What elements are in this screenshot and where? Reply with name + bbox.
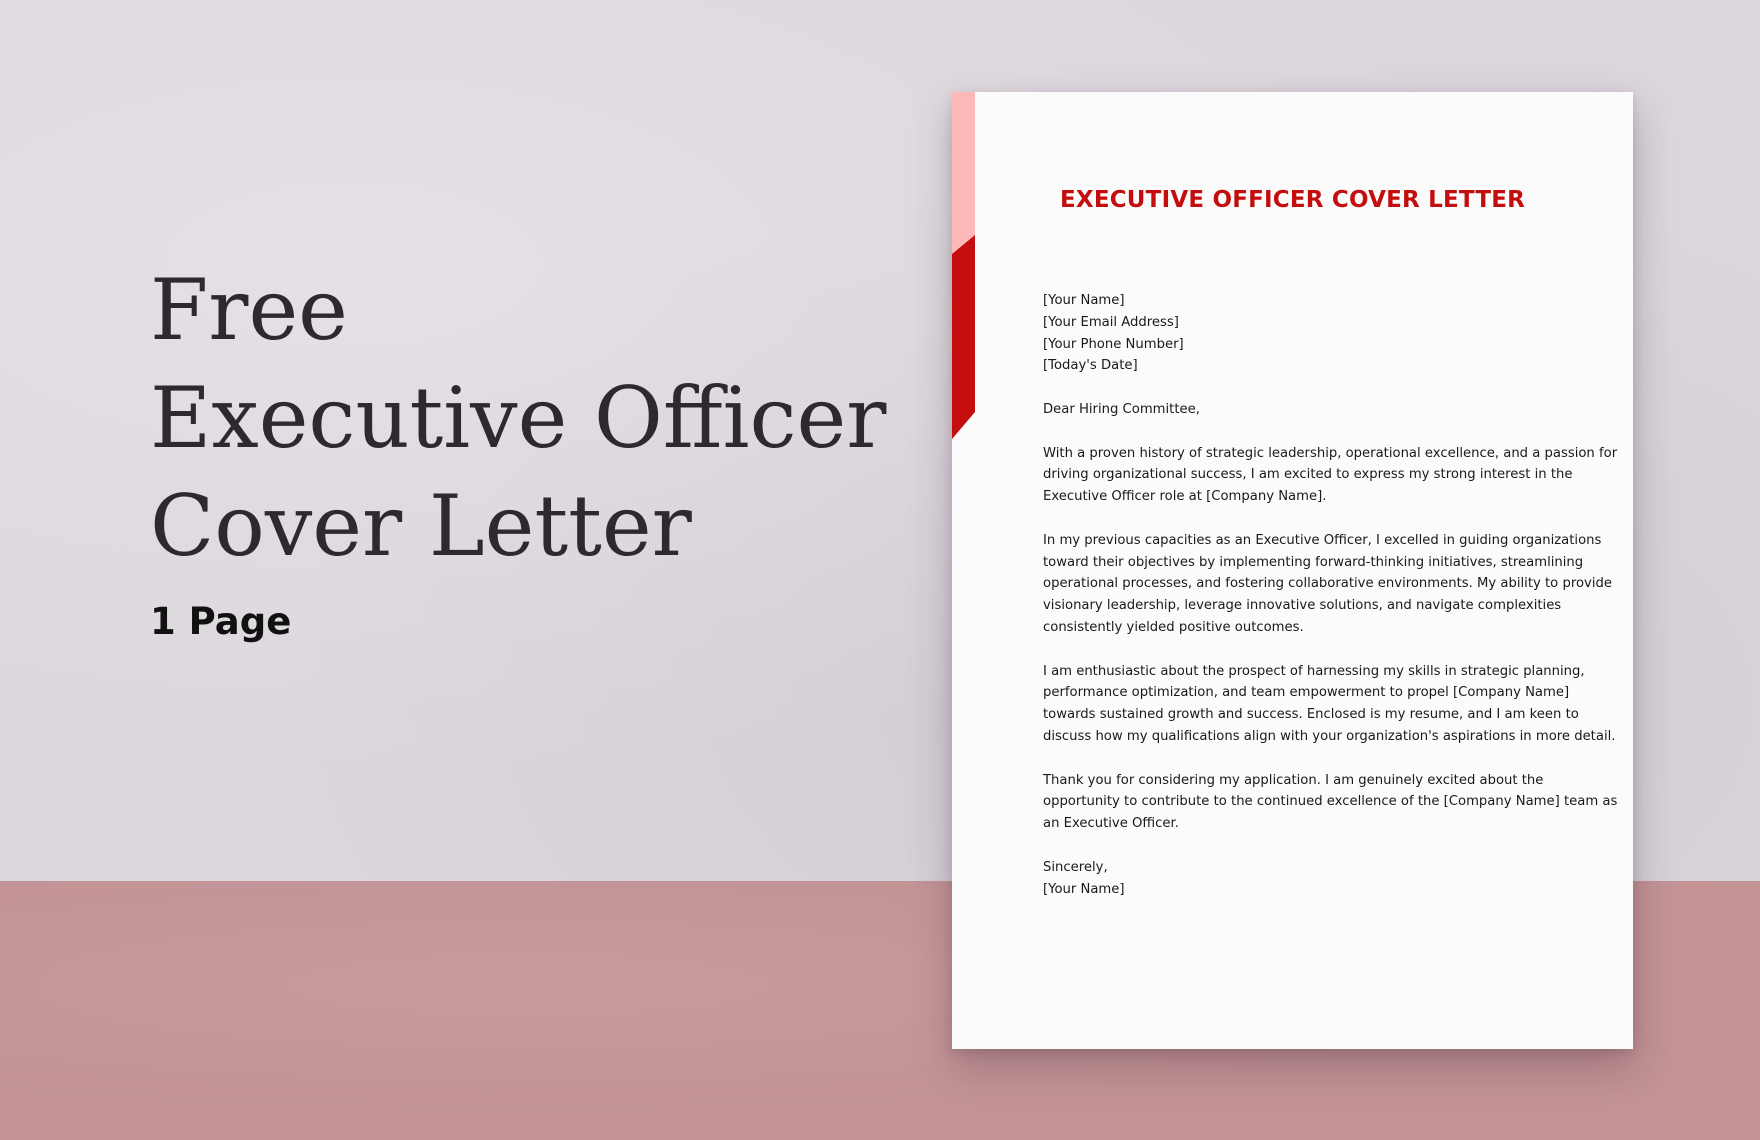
salutation: Dear Hiring Committee, <box>1043 401 1200 417</box>
sender-block <box>1043 290 1619 377</box>
headline-line-1: Free <box>150 261 348 359</box>
paragraph-3: I am enthusiastic about the prospect of harnessing my skills in strategic planning, performance optimization, and team empowerment to propel [Company Name] towards sustained growth and success. Enclosed is my resume, and I am keen to discuss how my qualifications align with your organization's aspirations in more detail. <box>1043 663 1616 744</box>
headline-line-2: Executive Officer <box>150 369 887 467</box>
letter-body <box>1043 290 1619 922</box>
sender-email: [Your Email Address] <box>1043 314 1179 330</box>
promo-headline <box>150 256 886 580</box>
paragraph-1: With a proven history of strategic leadership, operational excellence, and a passion for driving organizational success, I am excited to express my strong interest in the Executive Officer role at [Company Name]. <box>1043 445 1618 505</box>
document-title: EXECUTIVE OFFICER COVER LETTER <box>1059 187 1526 213</box>
headline-line-3: Cover Letter <box>150 477 692 575</box>
letter-document <box>952 92 1633 1049</box>
letter-date: [Today's Date] <box>1043 358 1138 374</box>
paragraph-4: Thank you for considering my application. I am genuinely excited about the opportunity to contribute to the continued excellence of the [Company Name] team as an Executive Officer. <box>1043 772 1618 832</box>
accent-ribbon-light <box>952 92 975 254</box>
sender-name: [Your Name] <box>1043 293 1125 308</box>
page-count: 1 Page <box>150 600 292 643</box>
signature: [Your Name] <box>1043 881 1125 897</box>
sender-phone: [Your Phone Number] <box>1043 336 1184 352</box>
paragraph-2: In my previous capacities as an Executive Officer, I excelled in guiding organizations toward their objectives by implementing forward-thinking initiatives, streamlining operational processes, and fostering collaborative environments. My ability to provide visionary leadership, leverage innovative solutions, and navigate complexities consistently yielded positive outcomes. <box>1043 532 1612 635</box>
closing: Sincerely, <box>1043 859 1108 875</box>
accent-ribbon-dark <box>952 235 975 439</box>
closing-block <box>1043 857 1619 901</box>
accent-ribbon <box>952 92 975 442</box>
